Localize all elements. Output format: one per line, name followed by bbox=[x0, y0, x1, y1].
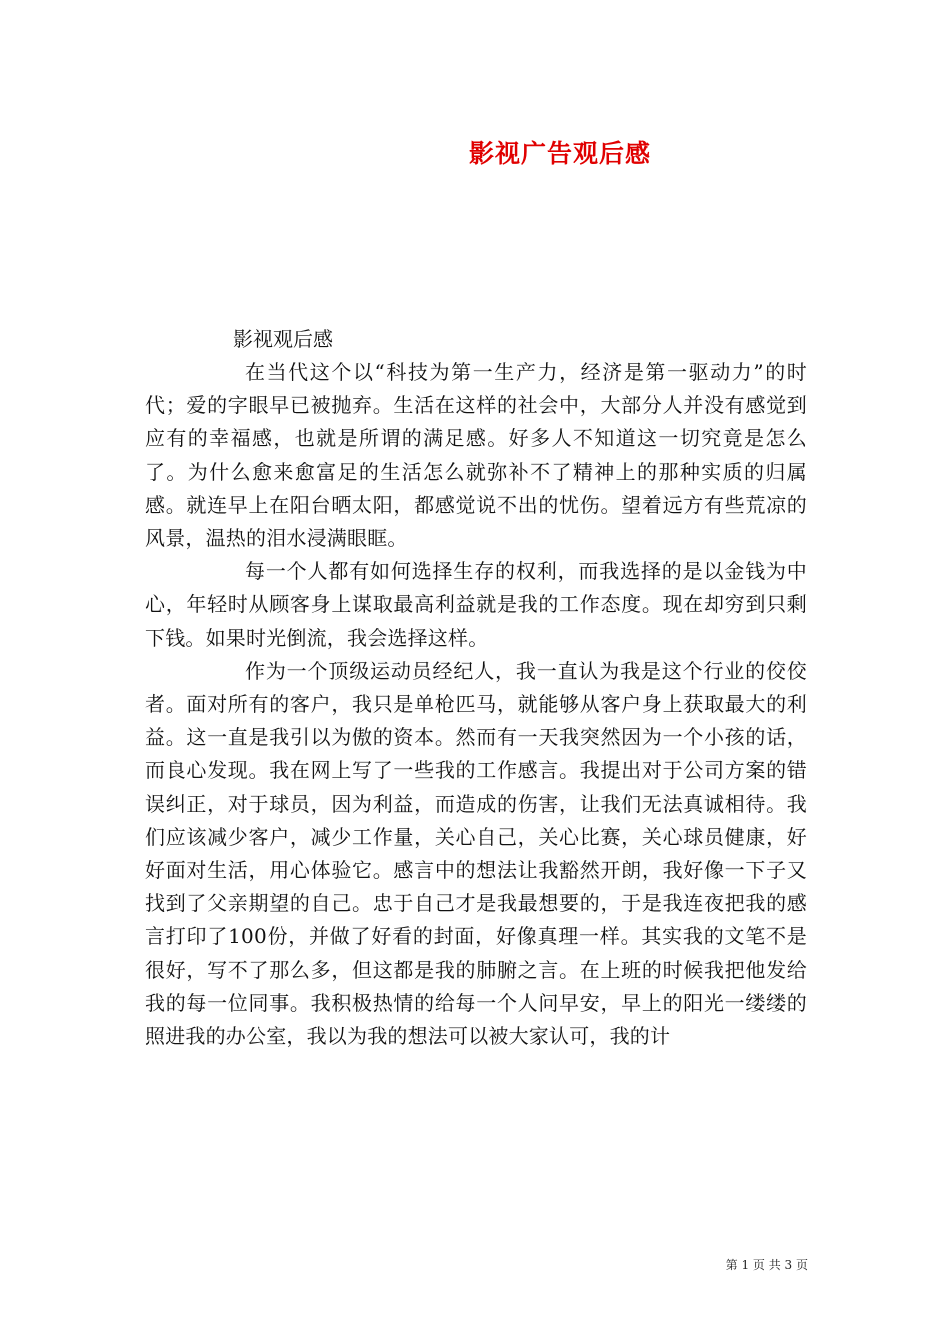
paragraph-1: 在当代这个以“科技为第一生产力，经济是第一驱动力”的时代；爱的字眼早已被抛弃。生活在这样的社会中，大部分人并没有感觉到应有的幸福感，也就是所谓的满足感。好多人不知道这一切究竟是怎么了。为什么愈来愈富足的生活怎么就弥补不了精神上的那种实质的归属感。就连早上在阳台晒太阳，都感觉说不出的忧伤。望着远方有些荒凉的风景，温热的泪水浸满眼眶。 bbox=[145, 360, 807, 551]
paragraph-2: 每一个人都有如何选择生存的权利，而我选择的是以金钱为中心，年轻时从顾客身上谋取最高利益就是我的工作态度。现在却穷到只剩下钱。如果时光倒流，我会选择这样。 bbox=[145, 559, 807, 650]
document-body bbox=[145, 323, 807, 1053]
paragraph-3: 作为一个顶级运动员经纪人，我一直认为我是这个行业的佼佼者。面对所有的客户，我只是单枪匹马，就能够从客户身上获取最大的利益。这一直是我引以为傲的资本。然而有一天我突然因为一个小孩的话，而良心发现。我在网上写了一些我的工作感言。我提出对于公司方案的错误纠正，对于球员，因为利益，而造成的伤害，让我们无法真诚相待。我们应该减少客户，减少工作量，关心自己，关心比赛，关心球员健康，好好面对生活，用心体验它。感言中的想法让我豁然开朗，我好像一下子又找到了父亲期望的自己。忠于自己才是我最想要的，于是我连夜把我的感言打印了100份，并做了好看的封面，好像真理一样。其实我的文笔不是很好，写不了那么多，但这都是我的肺腑之言。在上班的时候我把他发给我的每一位同事。我积极热情的给每一个人问早安，早上的阳光一缕缕的照进我的办公室，我以为我的想法可以被大家认可，我的计 bbox=[145, 658, 807, 1049]
document-title: 影视广告观后感 bbox=[468, 139, 651, 168]
page-number-footer: 第 1 页 共 3 页 bbox=[725, 1258, 808, 1272]
document-subtitle: 影视观后感 bbox=[233, 327, 333, 351]
